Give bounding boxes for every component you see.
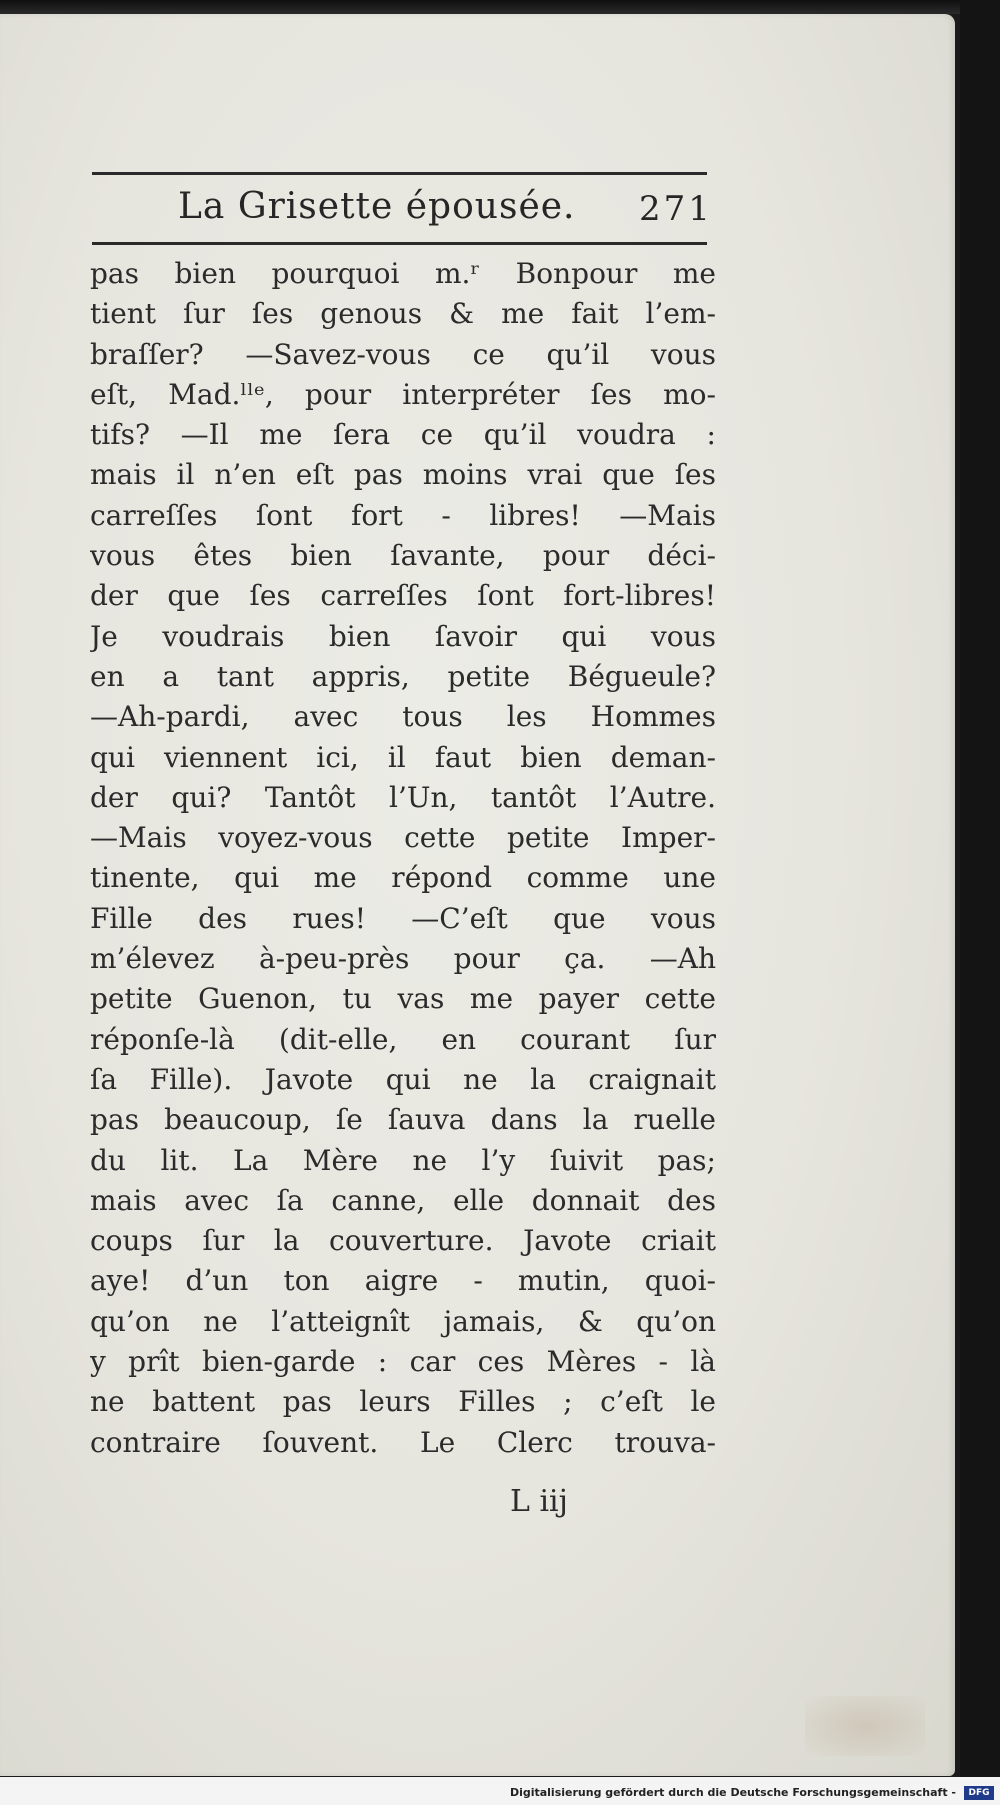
signature-mark: L iij [510,1484,568,1519]
text-line: Fille des rues! —C’eſt que vous [90,901,716,935]
text-line: braſſer? —Savez-vous ce qu’il vous [90,337,716,371]
text-line: coups ſur la couverture. Javote criait [90,1224,716,1258]
dfg-logo: DFG [964,1786,994,1800]
text-line: tient ſur ſes genous & me fait l’em- [90,297,716,331]
text-line: mais avec ſa canne, elle donnait des [90,1183,716,1217]
text-line: eſt, Mad.ˡˡᵉ, pour interpréter ſes mo- [90,377,716,411]
text-line: pas beaucoup, ſe ſauva dans la ruelle [90,1103,716,1137]
page-number: 271 [639,189,713,229]
running-title: La Grisette épousée. [178,186,576,227]
header-rule-bottom [92,242,707,245]
text-line: ne battent pas leurs Filles ; c’eſt le [90,1385,716,1419]
digitization-credit: Digitalisierung gefördert durch die Deutsche Forschungsgemeinschaft - [509,1786,956,1799]
text-line: qu’on ne l’atteignît jamais, & qu’on [90,1304,716,1338]
text-line: Je voudrais bien ſavoir qui vous [90,619,716,653]
text-line: —Ah-pardi, avec tous les Hommes [90,700,716,734]
text-line: vous êtes bien ſavante, pour déci- [90,539,716,573]
scan-footer-bar [0,1777,1000,1805]
text-line: m’élevez à-peu-près pour ça. —Ah [90,942,716,976]
text-line: tifs? —Il me ſera ce qu’il voudra : [90,418,716,452]
text-line: qui viennent ici, il faut bien deman- [90,740,716,774]
text-line: réponſe-là (dit-elle, en courant ſur [90,1022,716,1056]
text-line: —Mais voyez-vous cette petite Imper- [90,821,716,855]
paper-stain [805,1696,925,1756]
text-line: pas bien pourquoi m.ʳ Bonpour me [90,257,716,290]
book-page [0,14,955,1776]
text-line: mais il n’en eſt pas moins vrai que ſes [90,458,716,492]
text-line: carreſſes ſont fort - libres! —Mais [90,498,716,532]
text-line: contraire ſouvent. Le Clerc trouva- [90,1425,716,1459]
text-line: du lit. La Mère ne l’y ſuivit pas; [90,1143,716,1177]
text-line: tinente, qui me répond comme une [90,861,716,895]
text-line: der que ſes carreſſes ſont fort-libres! [90,579,716,613]
text-line: aye! d’un ton aigre - mutin, quoi- [90,1264,716,1298]
text-line: y prît bien-garde : car ces Mères - là [90,1345,716,1379]
text-line: ſa Fille). Javote qui ne la craignait [90,1062,716,1096]
text-line: der qui? Tantôt l’Un, tantôt l’Autre. [90,780,716,814]
scan-top-border [0,0,1000,14]
text-line: en a tant appris, petite Bégueule? [90,659,716,693]
header-rule-top [92,172,707,175]
body-text [90,254,716,1463]
scan-right-border [960,0,1000,1805]
text-line: petite Guenon, tu vas me payer cette [90,982,716,1016]
